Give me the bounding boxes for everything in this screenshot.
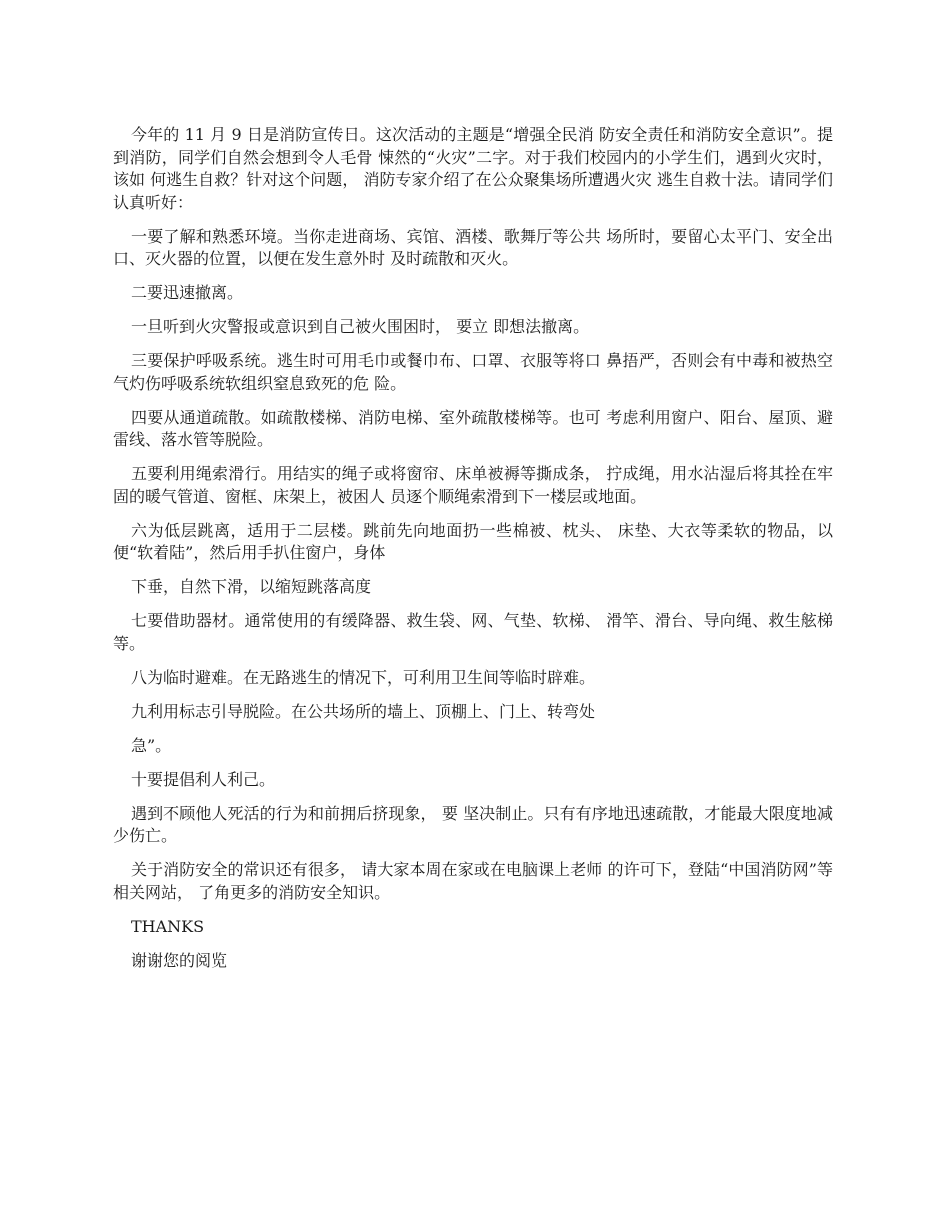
tip-6-paragraph: 六为低层跳离，适用于二层楼。跳前先向地面扔一些棉被、枕头、 床垫、大衣等柔软的物品，以便“软着陆”，然后用手扒住窗户，身体 bbox=[113, 520, 833, 562]
tip-9-continuation: 急”。 bbox=[131, 735, 172, 755]
document-body bbox=[113, 124, 833, 984]
tip-7-paragraph: 七要借助器材。通常使用的有缓降器、救生袋、网、气垫、软梯、 滑竿、滑台、导向绳、救生舷梯等。 bbox=[113, 611, 833, 653]
tip-3-paragraph: 三要保护呼吸系统。逃生时可用毛巾或餐巾布、口罩、衣服等将口 鼻捂严，否则会有中毒和被热空气灼伤呼吸系统软组织窒息致死的危 险。 bbox=[113, 351, 833, 393]
tip-9-paragraph: 九利用标志引导脱险。在公共场所的墙上、顶棚上、门上、转弯处 bbox=[131, 701, 596, 721]
tip-10-heading: 十要提倡利人利己。 bbox=[131, 769, 276, 789]
tip-2-heading: 二要迅速撤离。 bbox=[131, 283, 244, 302]
tip-8-paragraph: 八为临时避难。在无路逃生的情况下，可利用卫生间等临时辟难。 bbox=[131, 667, 596, 687]
tip-1-paragraph: 一要了解和熟悉环境。当你走进商场、宾馆、酒楼、歌舞厅等公共 场所时，要留心太平门、安全出口、灭火器的位置，以便在发生意外时 及时疏散和灭火。 bbox=[113, 226, 833, 268]
thanks-reading-text: 谢谢您的阅览 bbox=[131, 950, 228, 970]
thanks-text: THANKS bbox=[131, 916, 205, 936]
tip-10-paragraph: 遇到不顾他人死活的行为和前拥后挤现象， 要 坚决制止。只有有序地迅速疏散，才能最大限度地减少伤亡。 bbox=[113, 803, 833, 845]
tip-4-paragraph: 四要从通道疏散。如疏散楼梯、消防电梯、室外疏散楼梯等。也可 考虑利用窗户、阳台、屋顶、避雷线、落水管等脱险。 bbox=[113, 407, 833, 449]
closing-paragraph: 关于消防安全的常识还有很多， 请大家本周在家或在电脑课上老师 的许可下，登陆“中国消防网”等相关网站， 了角更多的消防安全知识。 bbox=[113, 860, 833, 902]
tip-5-paragraph: 五要利用绳索滑行。用结实的绳子或将窗帘、床单被褥等撕成条， 拧成绳，用水沾湿后将其拴在牢固的暖气管道、窗框、床架上，被困人 员逐个顺绳索滑到下一楼层或地面。 bbox=[113, 464, 833, 506]
intro-paragraph: 今年的 11 月 9 日是消防宣传日。这次活动的主题是“增强全民消 防安全责任和消防安全意识”。提到消防，同学们自然会想到令人毛骨 悚然的“火灾”二字。对于我们校园内的小学生们，遇到火灾时，该如 何逃生自救？针对这个问题， 消防专家介绍了在公众聚集场所遭遇火灾 逃生自救十法。请同学们认真听好： bbox=[113, 125, 833, 212]
tip-2-paragraph: 一旦听到火灾警报或意识到自己被火围困时， 要立 即想法撤离。 bbox=[131, 317, 590, 336]
tip-6-continuation: 下垂，自然下滑，以缩短跳落高度 bbox=[131, 577, 372, 596]
